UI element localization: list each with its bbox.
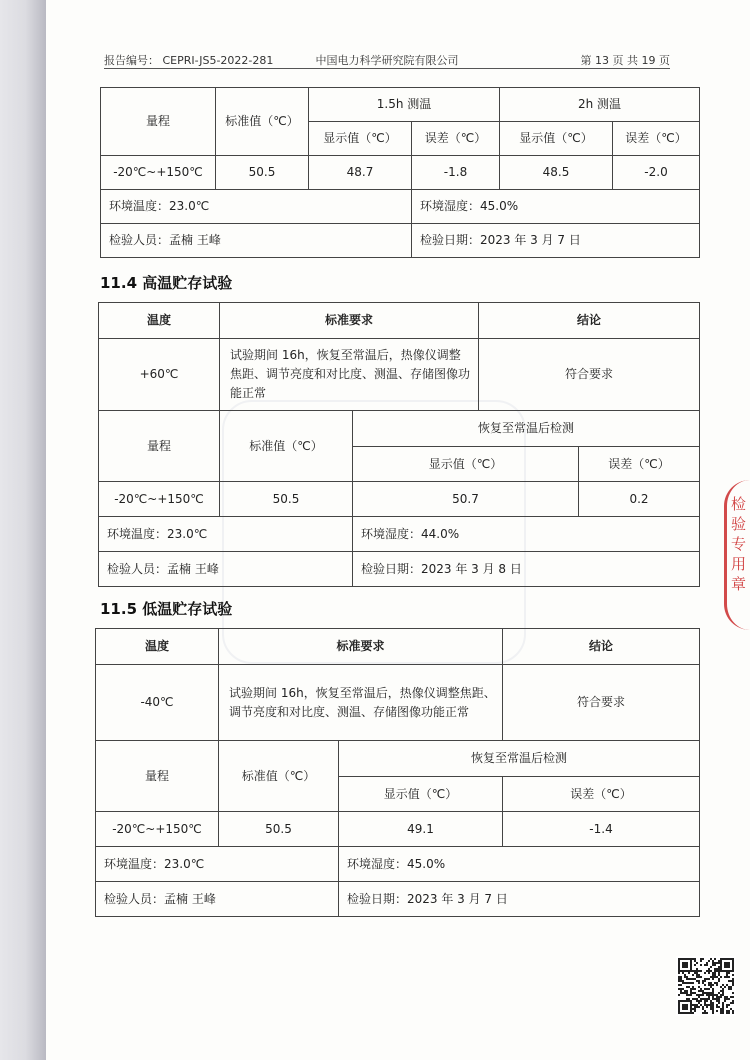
conclusion-cell: 符合要求 [503,665,700,741]
high-temp-storage-table [98,302,700,587]
organization-name: 中国电力科学研究院有限公司 [315,54,459,67]
temperature-cell: +60℃ [99,339,220,411]
seal-char: 专 [730,535,746,553]
group1-header: 1.5h 测温 [309,88,500,122]
temperature-header: 温度 [99,303,220,339]
section-title: 11.4 高温贮存试验 [100,274,233,292]
inspectors: 检验人员：孟楠 王峰 [99,552,353,587]
requirement-text: 试验期间 16h，恢复至常温后，热像仪调整焦距、调节亮度和对比度、测温、存储图像功能正常 [219,665,503,741]
range-cell: -20℃~+150℃ [99,482,220,517]
inspection-date: 检验日期：2023 年 3 月 7 日 [339,882,700,917]
display-cell: 49.1 [339,812,503,847]
display-cell: 50.7 [353,482,579,517]
display-header: 显示值（℃） [500,122,613,156]
range-header: 量程 [99,411,220,482]
env-temperature: 环境温度：23.0℃ [99,517,353,552]
env-humidity: 环境湿度：44.0% [353,517,700,552]
standard-header: 标准值（℃） [220,411,353,482]
standard-header: 标准值（℃） [216,88,309,156]
report-number: 报告编号： CEPRI-JS5-2022-281 [104,54,274,67]
range-cell: -20℃~+150℃ [96,812,219,847]
inspection-date: 检验日期：2023 年 3 月 8 日 [353,552,700,587]
table-row [96,812,700,847]
inspection-date: 检验日期：2023 年 3 月 7 日 [412,224,700,258]
conclusion-header: 结论 [503,629,700,665]
requirement-header: 标准要求 [220,303,479,339]
section-title: 11.5 低温贮存试验 [100,600,233,618]
table-row [101,156,700,190]
range-cell: -20℃~+150℃ [101,156,216,190]
error-header: 误差（℃） [579,447,700,482]
error-cell: -2.0 [613,156,700,190]
range-header: 量程 [96,741,219,812]
display-cell: 48.5 [500,156,613,190]
book-binding [0,0,46,1060]
qr-code [676,956,736,1016]
range-header: 量程 [101,88,216,156]
display-header: 显示值（℃） [353,447,579,482]
standard-header: 标准值（℃） [219,741,339,812]
env-humidity: 环境湿度：45.0% [339,847,700,882]
recovery-header: 恢复至常温后检测 [353,411,700,447]
page-number: 第 13 页 共 19 页 [580,54,670,67]
inspectors: 检验人员：孟楠 王峰 [96,882,339,917]
group2-header: 2h 测温 [500,88,700,122]
low-temp-storage-table [95,628,700,917]
table-row [99,482,700,517]
error-header: 误差（℃） [613,122,700,156]
error-cell: 0.2 [579,482,700,517]
requirement-text: 试验期间 16h，恢复至常温后，热像仪调整焦距、调节亮度和对比度、测温、存储图像功能正常 [220,339,479,411]
error-header: 误差（℃） [412,122,500,156]
error-cell: -1.8 [412,156,500,190]
error-header: 误差（℃） [503,777,700,812]
temperature-header: 温度 [96,629,219,665]
conclusion-header: 结论 [479,303,700,339]
display-header: 显示值（℃） [339,777,503,812]
standard-cell: 50.5 [216,156,309,190]
env-humidity: 环境湿度：45.0% [412,190,700,224]
measurement-table-1 [100,87,700,258]
page-header [104,52,670,69]
env-temperature: 环境温度：23.0℃ [101,190,412,224]
conclusion-cell: 符合要求 [479,339,700,411]
qr-code-icon [678,958,734,1014]
requirement-header: 标准要求 [219,629,503,665]
error-cell: -1.4 [503,812,700,847]
temperature-cell: -40℃ [96,665,219,741]
display-cell: 48.7 [309,156,412,190]
seal-char: 检 [730,495,746,513]
recovery-header: 恢复至常温后检测 [339,741,700,777]
display-header: 显示值（℃） [309,122,412,156]
standard-cell: 50.5 [220,482,353,517]
seal-char: 用 [730,555,746,573]
standard-cell: 50.5 [219,812,339,847]
seal-char: 章 [730,575,746,593]
env-temperature: 环境温度：23.0℃ [96,847,339,882]
inspection-seal [724,480,750,630]
seal-char: 验 [730,515,746,533]
inspectors: 检验人员：孟楠 王峰 [101,224,412,258]
